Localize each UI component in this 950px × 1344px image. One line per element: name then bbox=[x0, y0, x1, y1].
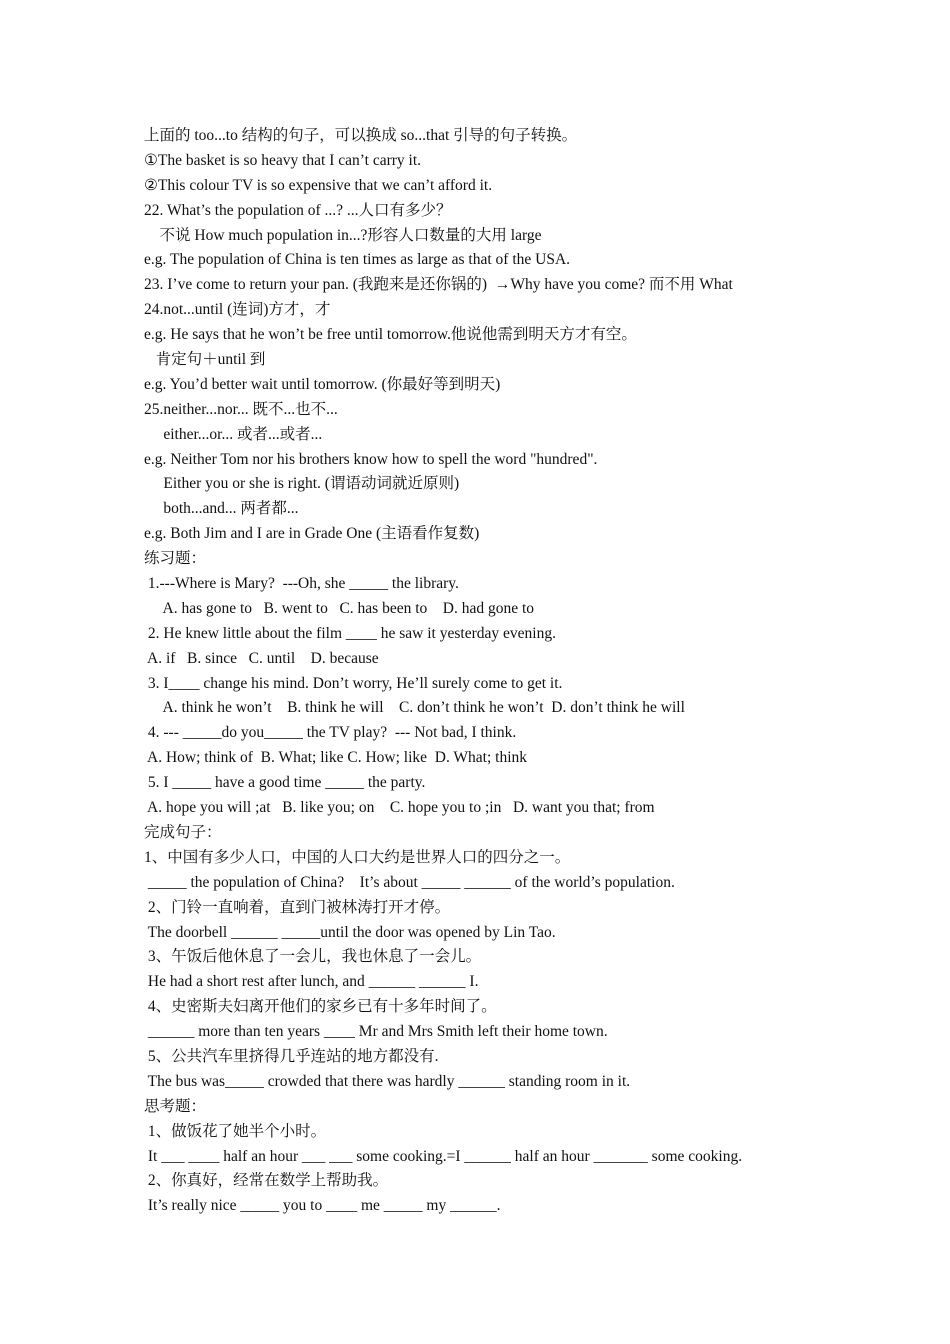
text-line: either...or... 或者...或者... bbox=[144, 425, 323, 443]
text-line: 24.not...until (连词)方才，才 bbox=[144, 301, 331, 319]
question-line: 4、史密斯夫妇离开他们的家乡已有十多年时间了。 bbox=[144, 998, 497, 1016]
section-heading: 思考题： bbox=[144, 1097, 207, 1115]
answer-line: He had a short rest after lunch, and ______ ______ I. bbox=[144, 973, 479, 991]
text-line: e.g. The population of China is ten times as large as that of the USA. bbox=[144, 251, 571, 269]
question-line: 4. --- _____do you_____ the TV play? --- Not bad, I think. bbox=[144, 724, 517, 742]
text-line: 不说 How much population in...?形容人口数量的大用 large bbox=[144, 226, 542, 244]
question-line: 3. I____ change his mind. Don’t worry, He’ll surely come to get it. bbox=[144, 674, 563, 692]
text-line: e.g. You’d better wait until tomorrow. (你最好等到明天) bbox=[144, 375, 501, 393]
question-line: 1、做饭花了她半个小时。 bbox=[144, 1122, 327, 1140]
options-line: A. if B. since C. until D. because bbox=[144, 649, 379, 667]
question-line: 3、午饭后他休息了一会儿，我也休息了一会儿。 bbox=[144, 948, 482, 966]
answer-line: _____ the population of China? It’s about _____ ______ of the world’s population. bbox=[144, 873, 675, 891]
question-line: 5. I _____ have a good time _____ the party. bbox=[144, 774, 426, 792]
options-line: A. hope you will ;at B. like you; on C. hope you to ;in D. want you that; from bbox=[144, 799, 655, 817]
question-line: 2、门铃一直响着，直到门被林涛打开才停。 bbox=[144, 898, 451, 916]
text-line: 上面的 too...to 结构的句子，可以换成 so...that 引导的句子转换。 bbox=[144, 127, 578, 144]
text-line: ①The basket is so heavy that I can’t carry it. bbox=[144, 151, 422, 169]
question-line: 1、中国有多少人口，中国的人口大约是世界人口的四分之一。 bbox=[144, 848, 571, 866]
question-line: 1.---Where is Mary? ---Oh, she _____ the library. bbox=[144, 575, 459, 593]
question-line: 5、公共汽车里挤得几乎连站的地方都没有. bbox=[144, 1047, 439, 1065]
section-heading: 练习题： bbox=[144, 550, 207, 568]
text-line: 25.neither...nor... 既不...也不... bbox=[144, 400, 338, 418]
answer-line: It ___ ____ half an hour ___ ___ some cooking.=I ______ half an hour _______ some cooking. bbox=[144, 1147, 743, 1165]
text-line: 肯定句＋until 到 bbox=[144, 351, 266, 369]
text-line: e.g. He says that he won’t be free until tomorrow.他说他需到明天方才有空。 bbox=[144, 326, 637, 344]
text-line: e.g. Both Jim and I are in Grade One (主语看作复数) bbox=[144, 525, 480, 543]
section-heading: 完成句子： bbox=[144, 823, 222, 841]
text-line: e.g. Neither Tom nor his brothers know how to spell the word "hundred". bbox=[144, 450, 598, 468]
answer-line: The bus was_____ crowded that there was hardly ______ standing room in it. bbox=[144, 1072, 631, 1090]
options-line: A. How; think of B. What; like C. How; like D. What; think bbox=[144, 749, 528, 767]
text-line: ②This colour TV is so expensive that we can’t afford it. bbox=[144, 176, 493, 194]
question-line: 2、你真好，经常在数学上帮助我。 bbox=[144, 1172, 389, 1190]
text-line: 22. What’s the population of ...? ...人口有多少？ bbox=[144, 201, 452, 219]
text-line: both...and... 两者都... bbox=[144, 500, 299, 518]
text-line: 23. I’ve come to return your pan. (我跑来是还你锅的) →Why have you come? 而不用 What bbox=[144, 276, 733, 294]
answer-line: The doorbell ______ _____until the door was opened by Lin Tao. bbox=[144, 923, 556, 941]
document-body bbox=[144, 124, 844, 1219]
options-line: A. has gone to B. went to C. has been to D. had gone to bbox=[144, 599, 535, 617]
answer-line: ______ more than ten years ____ Mr and Mrs Smith left their home town. bbox=[144, 1023, 608, 1041]
text-line: Either you or she is right. (谓语动词就近原则) bbox=[144, 475, 460, 493]
question-line: 2. He knew little about the film ____ he saw it yesterday evening. bbox=[144, 624, 556, 642]
options-line: A. think he won’t B. think he will C. don’t think he won’t D. don’t think he will bbox=[144, 699, 685, 717]
answer-line: It’s really nice _____ you to ____ me _____ my ______. bbox=[144, 1197, 501, 1215]
